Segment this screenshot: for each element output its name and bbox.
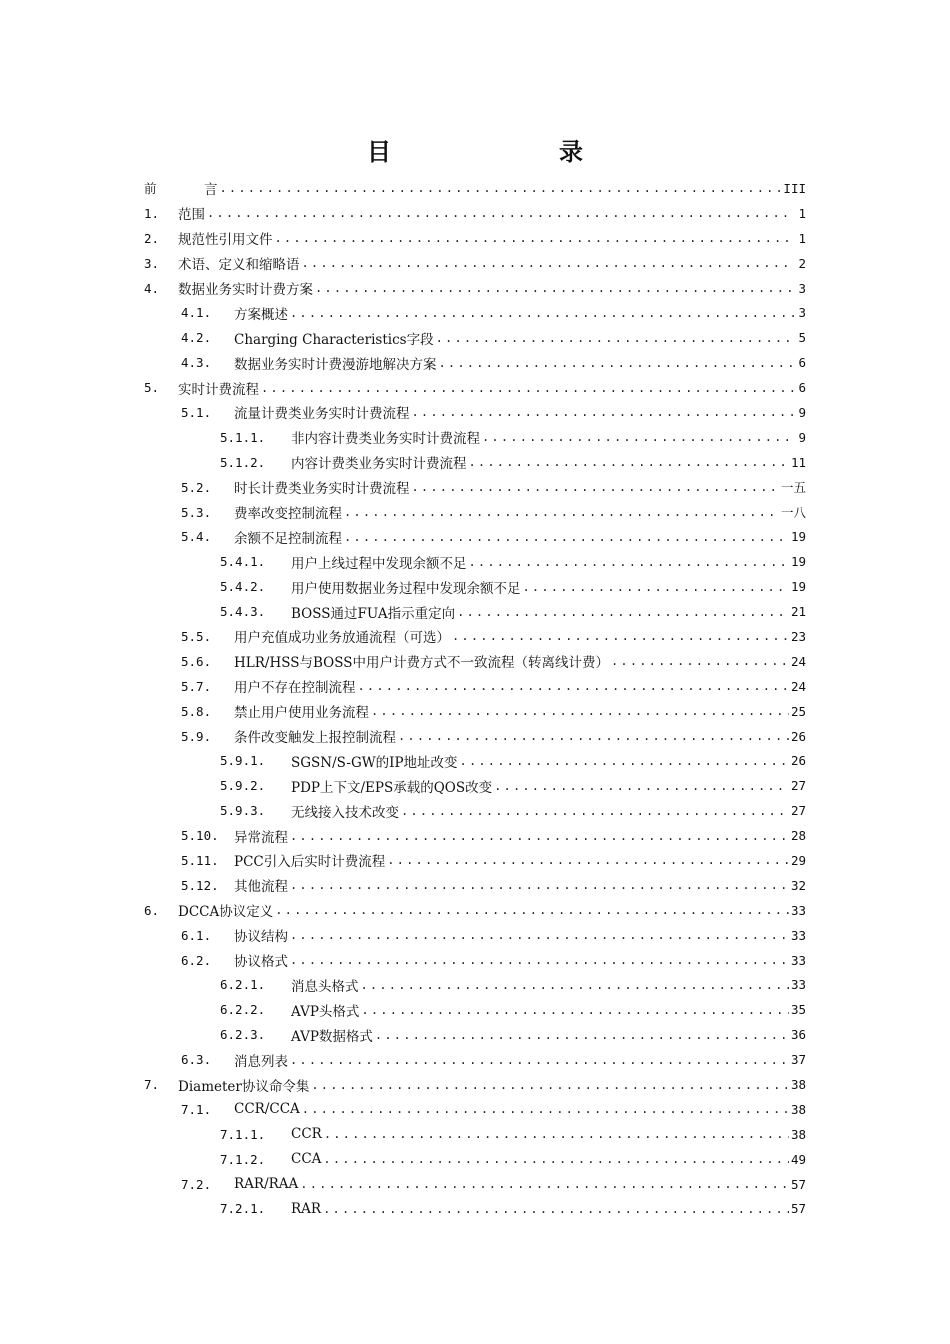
- toc-dot-leader: [324, 1127, 789, 1141]
- toc-entry-number: 5.2.: [181, 479, 212, 495]
- toc-entry-title: 用户不存在控制流程: [234, 680, 356, 697]
- toc-dot-leader: [344, 505, 779, 519]
- toc-entry-page: 33: [790, 902, 806, 918]
- toc-dot-leader: [290, 878, 789, 892]
- toc-entry-title: 方案概述: [234, 306, 288, 323]
- toc-entry[interactable]: [144, 276, 806, 301]
- toc-entry-title: 条件改变触发上报控制流程: [234, 730, 396, 747]
- toc-entry-title: DCCA协议定义: [178, 904, 274, 921]
- toc-dot-leader: [290, 306, 794, 320]
- toc-entry-page: 1: [798, 205, 806, 221]
- toc-entry[interactable]: [144, 649, 806, 674]
- toc-entry[interactable]: [144, 176, 806, 201]
- toc-entry[interactable]: [144, 350, 806, 375]
- toc-entry-page: 9: [798, 429, 806, 445]
- toc-entry[interactable]: [144, 798, 806, 823]
- toc-entry-page: 33: [790, 952, 806, 968]
- toc-entry-page: 2: [798, 255, 806, 271]
- toc-entry-page: 24: [790, 653, 806, 669]
- toc-entry-page: 一八: [780, 505, 806, 521]
- toc-entry-title: 数据业务实时计费漫游地解决方案: [234, 356, 437, 373]
- toc-dot-leader: [220, 181, 782, 195]
- toc-dot-leader: [290, 1053, 789, 1067]
- toc-dot-leader: [412, 405, 795, 419]
- toc-entry-page: 9: [798, 404, 806, 420]
- toc-entry-title: 消息头格式: [291, 978, 359, 995]
- toc-entry[interactable]: [144, 873, 806, 898]
- toc-dot-leader: [275, 231, 795, 245]
- toc-entry-number: 前: [144, 181, 157, 197]
- toc-entry-page: 49: [790, 1151, 806, 1167]
- toc-dot-leader: [311, 1078, 789, 1092]
- toc-dot-leader: [457, 605, 789, 619]
- toc-entry[interactable]: [144, 475, 806, 500]
- toc-dot-leader: [469, 555, 789, 569]
- toc-entry[interactable]: [144, 599, 806, 624]
- toc-dot-leader: [323, 1152, 789, 1166]
- toc-entry-number: 5.3.: [181, 504, 212, 520]
- toc-entry[interactable]: [144, 1147, 806, 1172]
- toc-entry-number: 5.9.2.: [220, 778, 266, 794]
- toc-entry-page: 29: [790, 852, 806, 868]
- toc-dot-leader: [494, 779, 789, 793]
- toc-entry-number: 5.4.3.: [220, 604, 266, 620]
- toc-entry[interactable]: [144, 923, 806, 948]
- toc-entry-title: 术语、定义和缩略语: [178, 257, 300, 274]
- toc-entry-page: 5: [798, 330, 806, 346]
- toc-entry-number: 5.9.: [181, 728, 212, 744]
- toc-entry-title: BOSS通过FUA指示重定向: [291, 605, 456, 622]
- toc-entry-page: 6: [798, 355, 806, 371]
- toc-dot-leader: [300, 1177, 789, 1191]
- toc-entry-title: 流量计费类业务实时计费流程: [234, 406, 410, 423]
- toc-dot-leader: [375, 1028, 789, 1042]
- toc-entry[interactable]: [144, 325, 806, 350]
- toc-entry[interactable]: [144, 400, 806, 425]
- toc-entry-number: 5.8.: [181, 703, 212, 719]
- toc-entry-title: CCR/CCA: [234, 1101, 300, 1118]
- toc-entry-number: 5.1.1.: [220, 429, 266, 445]
- toc-entry-title: 消息列表: [234, 1053, 288, 1070]
- toc-dot-leader: [290, 829, 789, 843]
- toc-entry-title: Diameter协议命令集: [178, 1078, 310, 1095]
- toc-entry[interactable]: [144, 375, 806, 400]
- toc-entry-number: 4.1.: [181, 305, 212, 321]
- toc-entry-title: 言: [204, 182, 218, 199]
- toc-entry-title: 数据业务实时计费方案: [178, 282, 313, 298]
- toc-entry-title: CCA: [291, 1151, 322, 1168]
- toc-entry-page: 38: [790, 1077, 806, 1092]
- toc-entry-title: Charging Characteristics字段: [234, 331, 434, 348]
- toc-dot-leader: [439, 356, 795, 370]
- toc-dot-leader: [361, 1003, 789, 1017]
- toc-entry-title: PDP上下文/EPS承载的QOS改变: [291, 779, 493, 796]
- toc-entry-title: CCR: [291, 1126, 322, 1143]
- toc-dot-leader: [482, 430, 794, 444]
- toc-entry-title: 其他流程: [234, 879, 288, 896]
- toc-entry-number: 5.: [144, 380, 160, 396]
- toc-entry-page: 28: [790, 828, 806, 844]
- toc-entry[interactable]: [144, 898, 806, 923]
- toc-entry-number: 6.2.1.: [220, 977, 266, 993]
- toc-entry-title: 时长计费类业务实时计费流程: [234, 481, 410, 498]
- toc-entry-number: 7.: [144, 1077, 160, 1092]
- toc-dot-leader: [275, 903, 789, 917]
- toc-entry-number: 5.4.2.: [220, 579, 266, 595]
- toc-entry-number: 4.3.: [181, 355, 212, 371]
- toc-entry-page: 19: [790, 529, 806, 545]
- toc-dot-leader: [412, 480, 779, 494]
- toc-entry[interactable]: [144, 1197, 806, 1222]
- toc-dot-leader: [315, 281, 794, 295]
- toc-entry-number: 6.2.2.: [220, 1002, 266, 1018]
- toc-entry[interactable]: [144, 823, 806, 848]
- toc-dot-leader: [261, 381, 794, 395]
- toc-entry[interactable]: [144, 300, 806, 325]
- toc-entry[interactable]: [144, 724, 806, 749]
- toc-entry[interactable]: [144, 1097, 806, 1122]
- toc-entry[interactable]: [144, 574, 806, 599]
- toc-entry-number: 7.1.2.: [220, 1151, 266, 1167]
- toc-entry-title: 内容计费类业务实时计费流程: [291, 456, 467, 473]
- toc-entry[interactable]: [144, 549, 806, 574]
- toc-entry-page: 27: [790, 803, 806, 819]
- toc-dot-leader: [460, 754, 789, 768]
- toc-dot-leader: [436, 331, 794, 345]
- toc-entry-page: 19: [790, 579, 806, 595]
- toc-entry[interactable]: [144, 948, 806, 973]
- toc-entry-page: 33: [790, 977, 806, 993]
- toc-entry-page: 27: [790, 778, 806, 794]
- toc-entry[interactable]: [144, 848, 806, 873]
- toc-entry-page: 26: [790, 753, 806, 769]
- toc-entry-number: 5.7.: [181, 678, 212, 694]
- toc-entry-page: 11: [790, 454, 806, 470]
- toc-title: 目 录: [367, 137, 623, 166]
- toc-entry-number: 5.4.1.: [220, 554, 266, 570]
- toc-dot-leader: [323, 1202, 789, 1216]
- toc-entry-page: 6: [798, 380, 806, 396]
- toc-entry-number: 5.12.: [181, 877, 219, 893]
- toc-entry-page: 25: [790, 703, 806, 719]
- toc-entry-page: 38: [790, 1126, 806, 1142]
- toc-entry-title: 范围: [178, 207, 205, 224]
- toc-entry-number: 5.1.: [181, 404, 212, 420]
- toc-entry-page: 26: [790, 728, 806, 744]
- toc-entry[interactable]: [144, 748, 806, 773]
- toc-entry[interactable]: [144, 201, 806, 226]
- toc-dot-leader: [344, 530, 789, 544]
- toc-entry-title: 非内容计费类业务实时计费流程: [291, 431, 480, 448]
- toc-entry-title: 用户使用数据业务过程中发现余额不足: [291, 580, 521, 597]
- toc-entry-number: 2.: [144, 230, 160, 246]
- toc-entry[interactable]: [144, 226, 806, 251]
- toc-entry-page: 35: [790, 1002, 806, 1018]
- toc-dot-leader: [469, 455, 789, 469]
- toc-entry-number: 6.: [144, 902, 160, 918]
- toc-entry-title: SGSN/S-GW的IP地址改变: [291, 754, 458, 771]
- toc-entry[interactable]: [144, 973, 806, 998]
- toc-entry-number: 5.11.: [181, 852, 219, 868]
- toc-entry-number: 5.10.: [181, 828, 219, 844]
- toc-entry-page: 38: [790, 1101, 806, 1117]
- toc-entry-number: 6.2.: [181, 952, 212, 968]
- toc-entry[interactable]: [144, 450, 806, 475]
- toc-entry-title: RAR: [291, 1200, 322, 1217]
- toc-entry[interactable]: [144, 425, 806, 450]
- toc-dot-leader: [452, 629, 789, 643]
- toc-entry[interactable]: [144, 674, 806, 699]
- toc-entry-number: 4.2.: [181, 330, 212, 346]
- toc-entry[interactable]: [144, 773, 806, 798]
- toc-entry[interactable]: [144, 1047, 806, 1072]
- toc-entry-number: 5.4.: [181, 529, 212, 545]
- toc-entry-page: 32: [790, 877, 806, 893]
- toc-entry-number: 5.5.: [181, 628, 212, 644]
- toc-entry-number: 6.2.3.: [220, 1027, 266, 1043]
- toc-dot-leader: [207, 206, 794, 220]
- toc-entry-title: 异常流程: [234, 829, 288, 846]
- toc-entry-number: 5.9.3.: [220, 803, 266, 819]
- toc-entry-page: 23: [790, 628, 806, 644]
- toc-entry-page: 19: [790, 554, 806, 570]
- toc-entry-number: 6.1.: [181, 927, 212, 943]
- toc-entry-number: 7.2.1.: [220, 1201, 266, 1217]
- toc-entry-page: 57: [790, 1201, 806, 1217]
- toc-entry-number: 3.: [144, 255, 160, 271]
- toc-entry[interactable]: [144, 500, 806, 525]
- toc-entry-title: 用户充值成功业务放通流程（可选）: [234, 630, 450, 647]
- toc-dot-leader: [401, 804, 789, 818]
- toc-dot-leader: [387, 853, 789, 867]
- toc-entry-page: 3: [798, 305, 806, 321]
- toc-entry-title: 规范性引用文件: [178, 232, 273, 249]
- toc-dot-leader: [358, 679, 789, 693]
- toc-dot-leader: [302, 256, 795, 270]
- toc-entry[interactable]: [144, 699, 806, 724]
- toc-entry-title: 禁止用户使用业务流程: [234, 705, 369, 722]
- toc-entry[interactable]: [144, 1122, 806, 1147]
- toc-entry-number: 1.: [144, 205, 160, 221]
- toc-entry[interactable]: [144, 251, 806, 276]
- toc-entry[interactable]: [144, 624, 806, 649]
- toc-entry-title: AVP数据格式: [291, 1028, 373, 1045]
- toc-entry-number: 4.: [144, 280, 160, 296]
- toc-entry[interactable]: [144, 524, 806, 549]
- toc-entry-page: III: [783, 180, 806, 196]
- toc-entry-title: 协议结构: [234, 929, 288, 946]
- toc-dot-leader: [290, 928, 789, 942]
- toc-entry-page: 36: [790, 1027, 806, 1043]
- toc-entry-title: 实时计费流程: [178, 381, 259, 398]
- toc-entry-number: 5.9.1.: [220, 753, 266, 769]
- toc-dot-leader: [523, 580, 789, 594]
- toc-entry-title: 用户上线过程中发现余额不足: [291, 555, 467, 572]
- toc-entry-page: 24: [790, 678, 806, 694]
- toc-entry-page: 3: [798, 280, 806, 296]
- toc-entry[interactable]: [144, 1022, 806, 1047]
- toc-entry-number: 7.1.: [181, 1101, 212, 1117]
- toc-entry-page: 33: [790, 927, 806, 943]
- toc-entry-number: 7.1.1.: [220, 1126, 266, 1142]
- toc-entry-number: 5.6.: [181, 653, 212, 669]
- toc-entry-title: PCC引入后实时计费流程: [234, 854, 386, 871]
- toc-entry-page: 1: [798, 230, 806, 246]
- table-of-contents: [144, 176, 806, 1221]
- toc-entry-title: RAR/RAA: [234, 1176, 299, 1193]
- toc-entry[interactable]: [144, 1172, 806, 1197]
- toc-entry-page: 37: [790, 1052, 806, 1068]
- toc-dot-leader: [371, 704, 789, 718]
- toc-dot-leader: [398, 729, 789, 743]
- toc-entry-page: 57: [790, 1176, 806, 1192]
- toc-dot-leader: [361, 978, 789, 992]
- toc-entry-title: AVP头格式: [291, 1003, 360, 1020]
- toc-entry[interactable]: [144, 997, 806, 1022]
- toc-entry-number: 7.2.: [181, 1176, 212, 1192]
- toc-entry-title: 费率改变控制流程: [234, 506, 342, 523]
- toc-entry-page: 21: [790, 604, 806, 620]
- toc-entry-title: 余额不足控制流程: [234, 530, 342, 547]
- toc-entry-title: 协议格式: [234, 954, 288, 971]
- toc-dot-leader: [611, 654, 789, 668]
- toc-entry-title: 无线接入技术改变: [291, 804, 399, 821]
- toc-entry-title: HLR/HSS与BOSS中用户计费方式不一致流程（转离线计费）: [234, 655, 609, 672]
- toc-entry-number: 5.1.2.: [220, 454, 266, 470]
- toc-entry-page: 一五: [780, 480, 806, 496]
- toc-dot-leader: [290, 953, 789, 967]
- toc-dot-leader: [302, 1102, 789, 1116]
- toc-entry[interactable]: [144, 1072, 806, 1097]
- toc-entry-number: 6.3.: [181, 1052, 212, 1068]
